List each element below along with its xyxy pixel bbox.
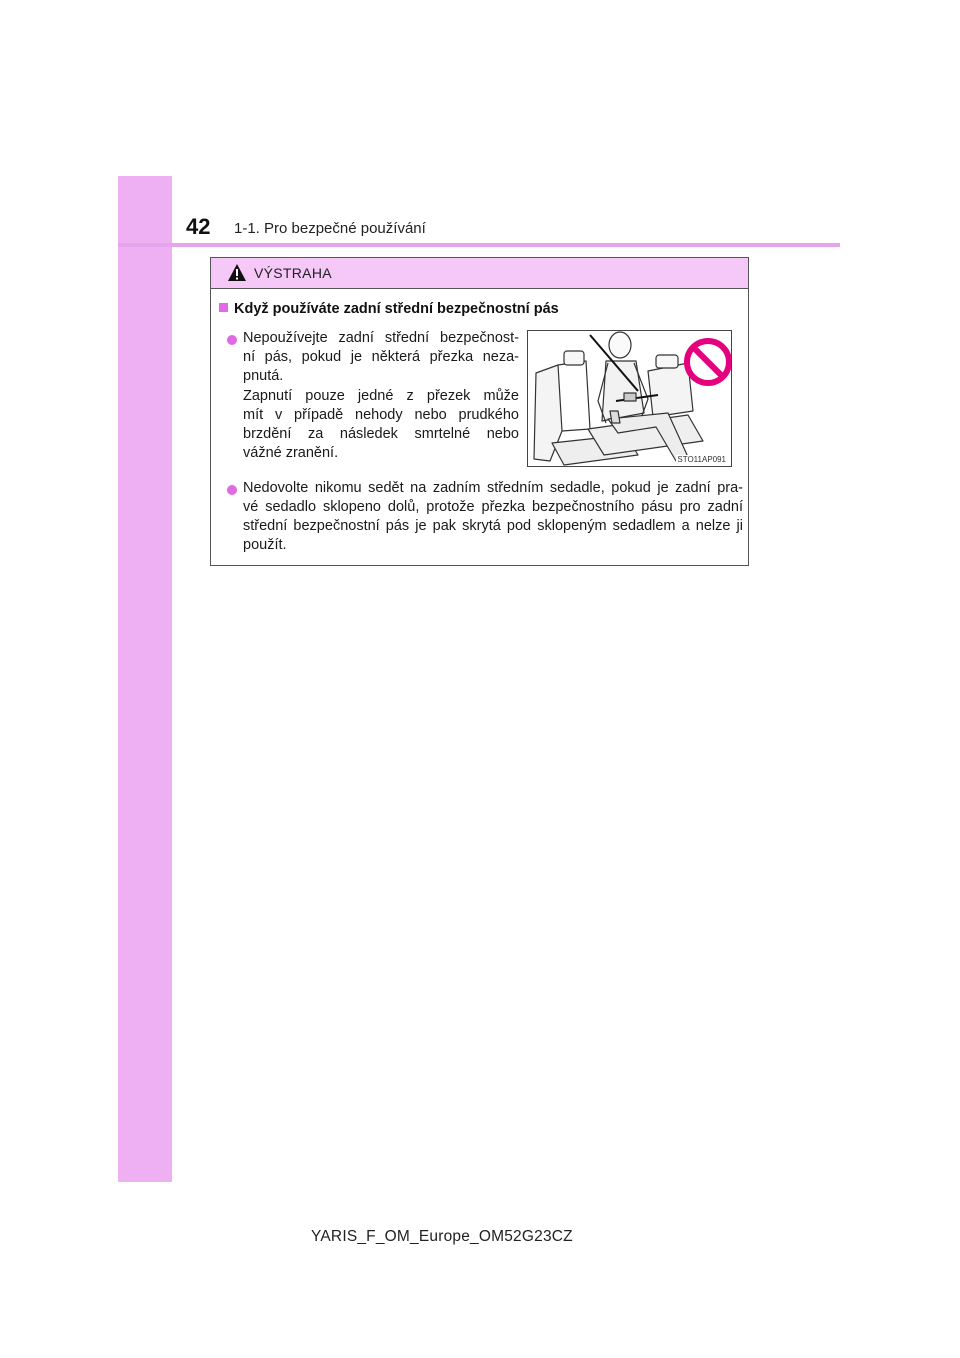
figure-code: STO11AP091	[677, 455, 726, 464]
warning-subheading: Když používáte zadní střední bezpečnostní pás	[219, 301, 559, 317]
seatbelt-illustration	[527, 330, 732, 467]
document-code: YARIS_F_OM_Europe_OM52G23CZ	[311, 1228, 573, 1245]
warning-box	[210, 257, 749, 566]
bullet-dot-icon	[227, 335, 237, 345]
side-color-band	[118, 176, 172, 1182]
bullet-dot-icon	[227, 485, 237, 495]
square-bullet-icon	[219, 303, 228, 312]
seat-occupant-drawing	[528, 331, 732, 467]
warning-header	[211, 258, 748, 289]
warning-label: VÝSTRAHA	[254, 265, 332, 281]
page-number: 42	[186, 214, 211, 239]
bullet-2-text: Nedovolte nikomu sedět na zadním středním sedadle, pokud je zadní pra- vé sedadlo sklopeno dolů, protože přezka bezpečnostního pásu pro zadní střední bezpečnostní pás je pak skrytá pod sklopeným sedadlem a nelze ji použít.	[243, 480, 743, 553]
warning-triangle-icon	[227, 263, 247, 282]
bullet-1-continuation: Zapnutí pouze jedné z přezek může mít v případě nehody nebo prudkého brzdění za následek smrtelné nebo vážné zranění.	[243, 388, 519, 461]
header-rule	[118, 243, 840, 247]
prohibition-icon	[687, 341, 729, 383]
section-title: 1-1. Pro bezpečné používání	[234, 220, 426, 237]
bullet-1-text: Nepoužívejte zadní střední bezpečnost- ní pás, pokud je některá přezka neza- pnutá.	[243, 330, 519, 384]
